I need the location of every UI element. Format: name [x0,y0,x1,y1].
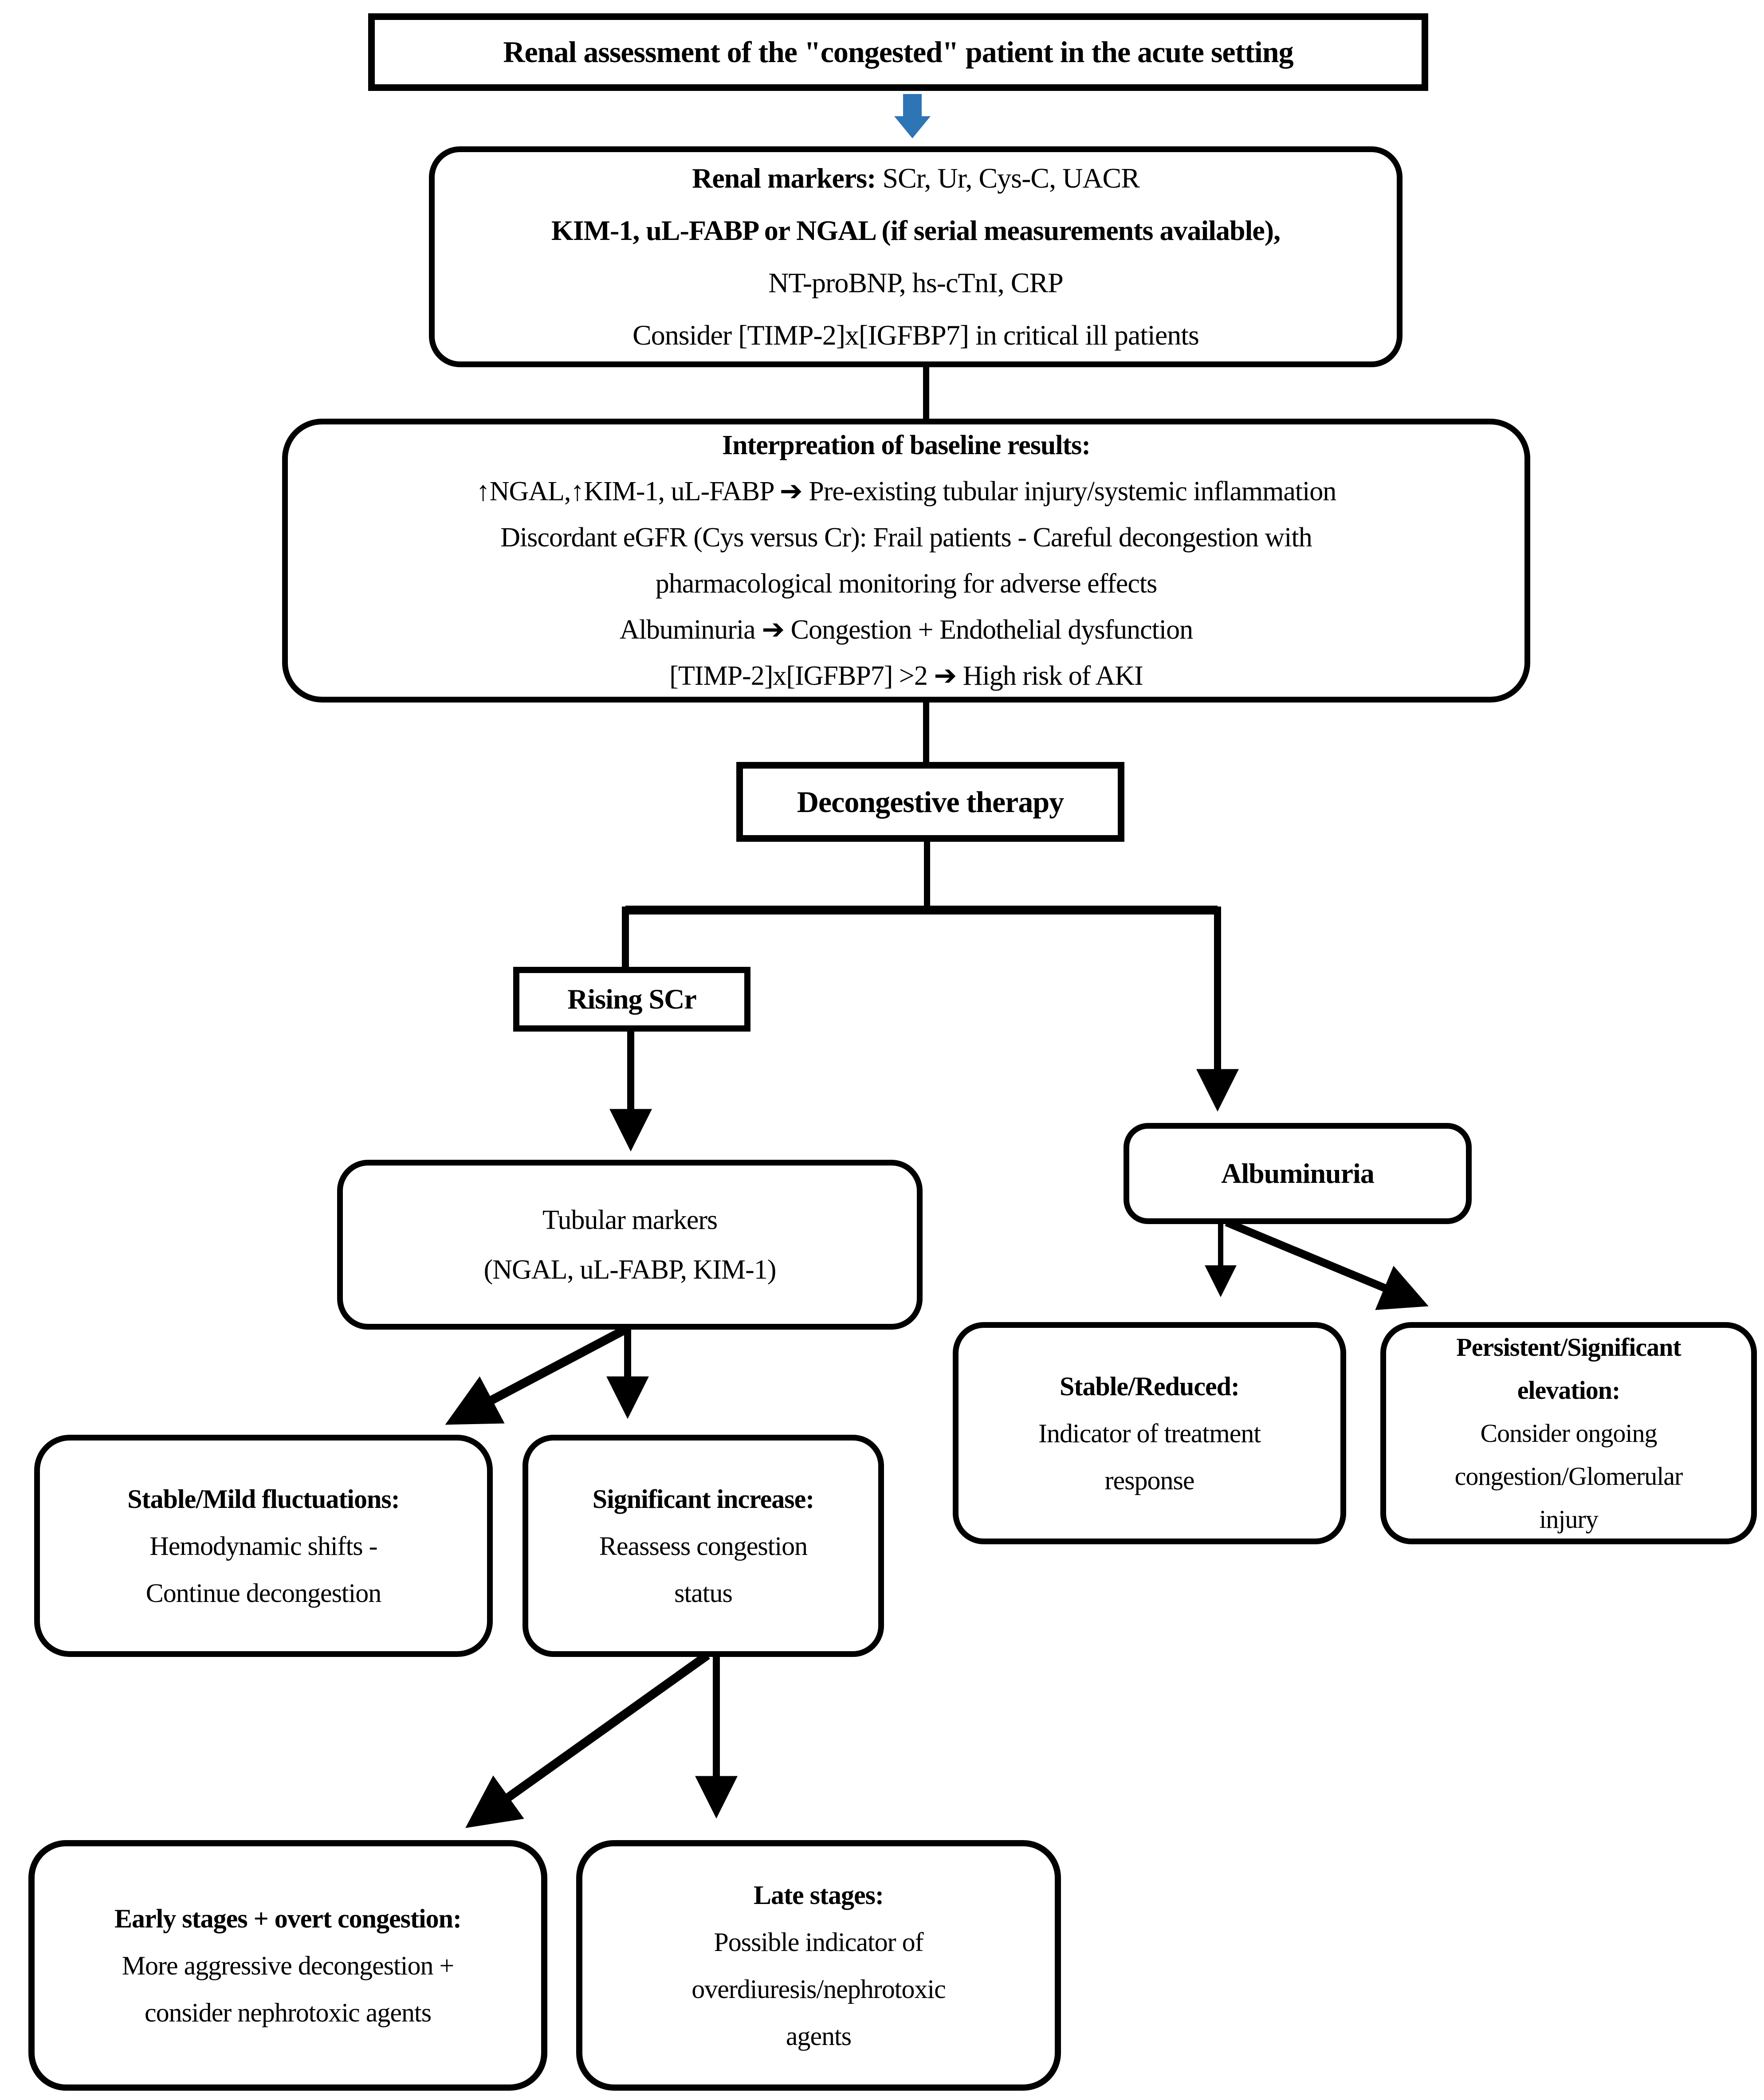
late-stages-line-3: agents [786,2021,852,2051]
stable-mild-line-2: Continue decongestion [145,1578,381,1608]
renal-markers-box [429,146,1403,367]
stable-reduced-line-2: response [1104,1465,1194,1495]
albuminuria-box [1124,1123,1472,1224]
interpretation-line-2: Discordant eGFR (Cys versus Cr): Frail patients - Careful decongestion with [500,522,1312,553]
arrow-albuminuria-to-persistent [1226,1222,1389,1290]
albuminuria-label: Albuminuria [1221,1158,1374,1189]
persistent-elevation-heading-1: Persistent/Significant [1456,1333,1681,1362]
interpretation-box [282,419,1530,703]
early-stages-line-1: More aggressive decongestion + [122,1951,454,1980]
interpretation-line-1: ↑NGAL,↑KIM-1, uL-FABP ➔ Pre-existing tubular injury/systemic inflammation [476,476,1336,506]
renal-markers-line-3: NT-proBNP, hs-cTnI, CRP [768,267,1063,298]
tubular-markers-line-1: Tubular markers [542,1205,718,1235]
significant-increase-box [523,1435,884,1657]
stable-mild-line-1: Hemodynamic shifts - [149,1531,377,1561]
stable-reduced-heading: Stable/Reduced: [1060,1371,1239,1401]
significant-increase-line-2: status [674,1578,732,1608]
persistent-elevation-line-2: congestion/Glomerular [1454,1462,1683,1491]
persistent-elevation-line-1: Consider ongoing [1480,1419,1657,1448]
title-box [368,13,1428,91]
tubular-markers-box [337,1160,923,1330]
rising-scr-label: Rising SCr [567,983,696,1015]
late-stages-heading: Late stages: [754,1880,884,1910]
interpretation-line-4: Albuminuria ➔ Congestion + Endothelial dysfunction [619,615,1193,645]
significant-increase-line-1: Reassess congestion [599,1531,808,1561]
early-stages-heading: Early stages + overt congestion: [114,1904,462,1933]
early-stages-box [28,1840,547,2091]
tubular-markers-line-2: (NGAL, uL-FABP, KIM-1) [483,1254,776,1285]
early-stages-line-2: consider nephrotoxic agents [144,1998,432,2027]
arrow-tubular-to-stable-mild [487,1328,628,1402]
late-stages-line-1: Possible indicator of [714,1927,923,1957]
stable-mild-heading: Stable/Mild fluctuations: [127,1484,400,1514]
renal-markers-line-1 [692,152,1139,204]
stable-reduced-line-1: Indicator of treatment [1038,1418,1261,1448]
renal-markers-line-4: Consider [TIMP-2]x[IGFBP7] in critical ill patients [633,319,1199,351]
persistent-elevation-heading-2: elevation: [1517,1376,1620,1405]
significant-increase-heading: Significant increase: [592,1484,814,1514]
stable-mild-box [34,1435,493,1657]
renal-markers-value: SCr, Ur, Cys-C, UACR [876,162,1139,194]
interpretation-heading: Interpreation of baseline results: [722,430,1090,460]
persistent-elevation-line-3: injury [1539,1505,1598,1534]
stable-reduced-box [953,1322,1346,1544]
page-title: Renal assessment of the "congested" patient in the acute setting [503,35,1293,69]
late-stages-line-2: overdiuresis/nephrotoxic [691,1974,946,2004]
decongestive-therapy-label: Decongestive therapy [797,785,1064,819]
decongestive-therapy-box [736,762,1124,842]
arrow-significant-to-early [504,1655,707,1800]
down-arrow-icon [894,94,931,138]
interpretation-line-3: pharmacological monitoring for adverse effects [655,569,1157,599]
renal-markers-line-2: KIM-1, uL-FABP or NGAL (if serial measurements available), [551,215,1281,246]
renal-markers-label: Renal markers: [692,162,876,194]
rising-scr-box [513,967,750,1032]
late-stages-box [576,1840,1061,2091]
persistent-elevation-box [1380,1322,1757,1544]
interpretation-line-5: [TIMP-2]x[IGFBP7] >2 ➔ High risk of AKI [669,661,1143,691]
